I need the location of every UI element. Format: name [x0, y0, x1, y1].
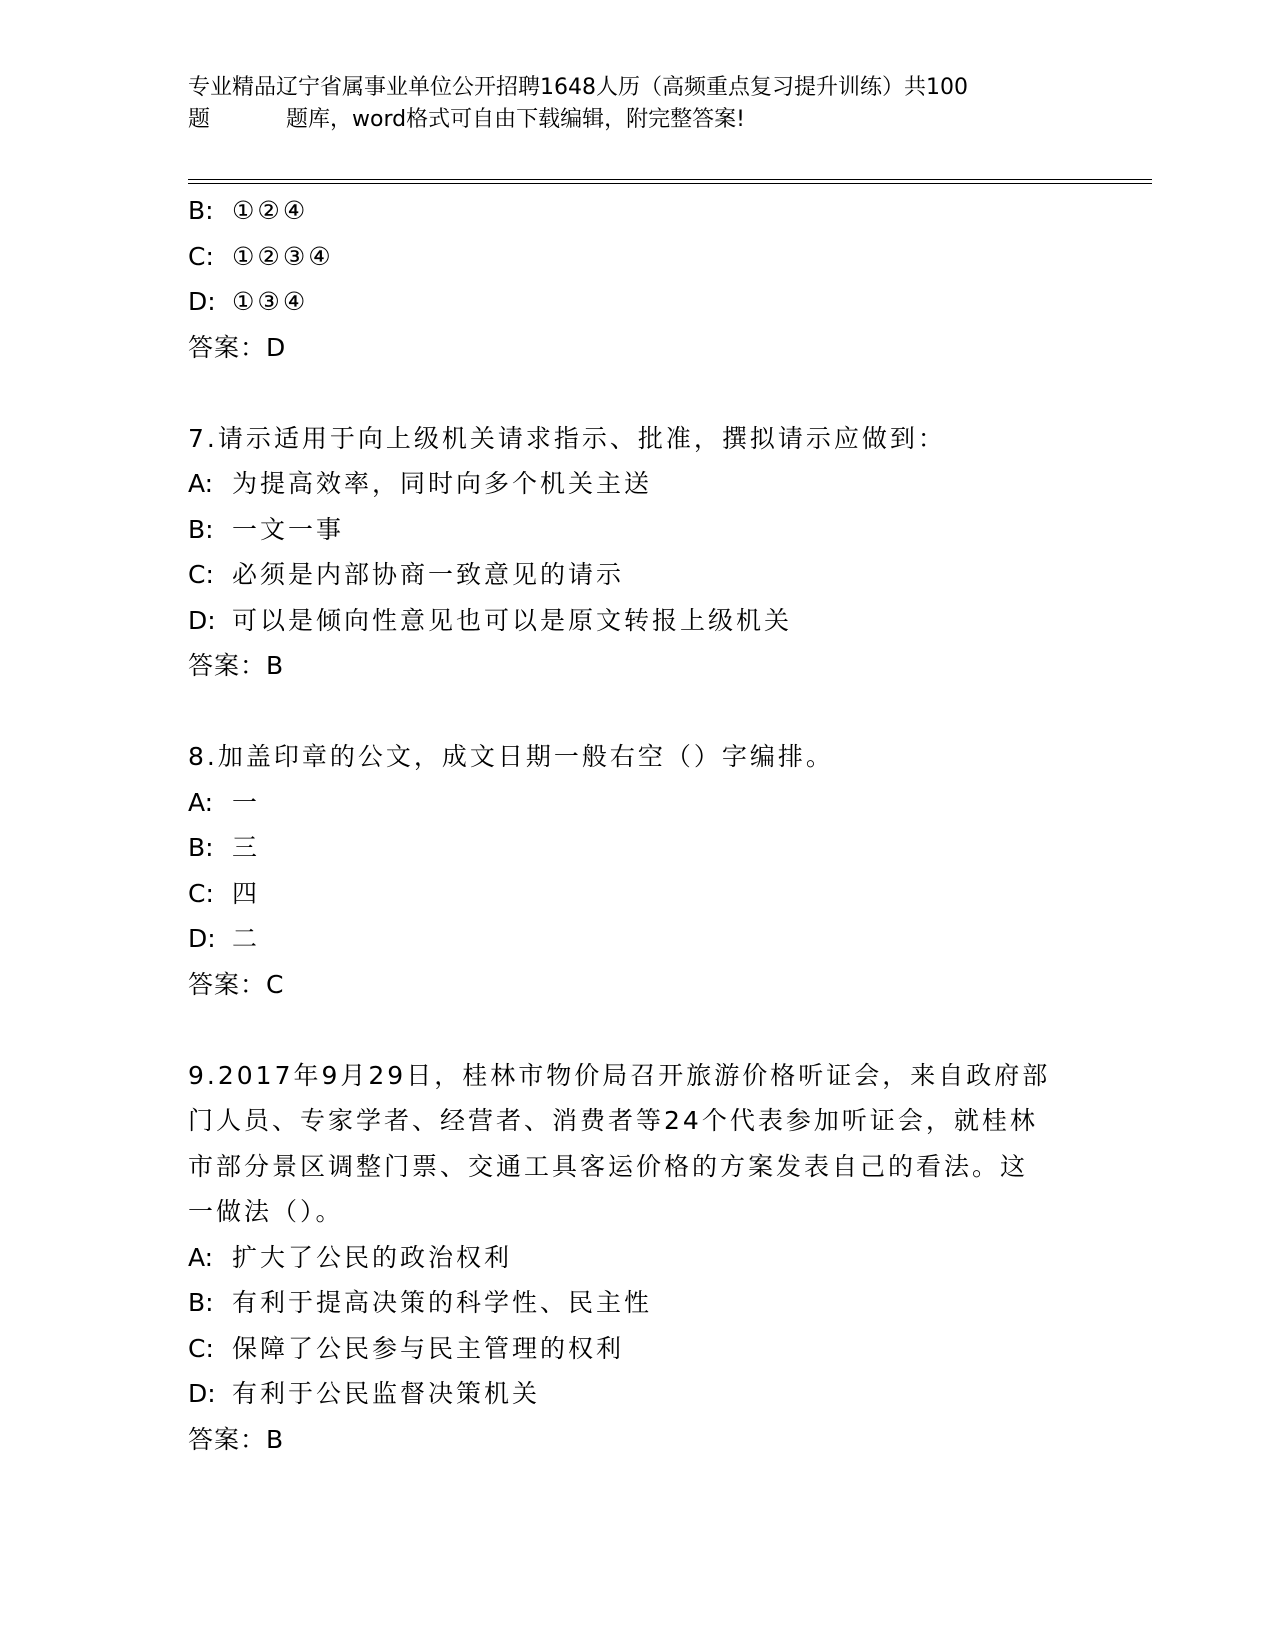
- option-text: 四: [232, 878, 261, 908]
- option-c: [188, 552, 1088, 598]
- question-stem: 7.请示适用于向上级机关请求指示、批准，撰拟请示应做到：: [188, 423, 946, 453]
- question-stem-line: 一做法（）。: [188, 1197, 344, 1226]
- option-text: ①②④: [232, 196, 309, 225]
- option-text: 为提高效率，同时向多个机关主送: [232, 469, 653, 498]
- option-text: 二: [232, 924, 261, 953]
- option-text: 保障了公民参与民主管理的权利: [232, 1333, 625, 1363]
- option-d: [188, 279, 1088, 325]
- option-key: D:: [188, 1379, 216, 1408]
- answer-line: 答案：B: [188, 651, 285, 680]
- option-text: 一: [232, 787, 261, 817]
- option-key: C:: [188, 1333, 214, 1363]
- option-c: [188, 234, 1088, 280]
- header-divider-top: [188, 179, 1152, 180]
- question-9: [188, 1053, 1088, 1463]
- option-text: 扩大了公民的政治权利: [232, 1242, 513, 1272]
- option-key: A:: [188, 469, 214, 498]
- question-8: [188, 734, 1088, 1007]
- option-key: B:: [188, 196, 214, 225]
- spacer: [188, 370, 1088, 416]
- option-key: B:: [188, 833, 214, 862]
- question-6-continued: [188, 188, 1088, 370]
- option-key: A:: [188, 1242, 214, 1272]
- option-b: [188, 825, 1088, 871]
- option-text: 三: [232, 833, 261, 862]
- option-d: [188, 1371, 1088, 1417]
- option-c: [188, 1326, 1088, 1372]
- option-text: 一文一事: [232, 514, 345, 544]
- option-key: B:: [188, 1288, 214, 1317]
- option-key: C:: [188, 878, 214, 908]
- option-text: 必须是内部协商一致意见的请示: [232, 560, 625, 589]
- question-stem-line: 9.2017年9月29日，桂林市物价局召开旅游价格听证会，来自政府部: [188, 1060, 1051, 1090]
- document-header: [188, 72, 1088, 136]
- option-c: [188, 871, 1088, 917]
- option-a: [188, 780, 1088, 826]
- answer-line: 答案：B: [188, 1424, 285, 1454]
- option-key: C:: [188, 241, 214, 271]
- header-title-line: 专业精品辽宁省属事业单位公开招聘1648人历（高频重点复习提升训练）共100: [188, 75, 968, 100]
- header-subtitle-line: [188, 104, 1088, 136]
- header-divider-bottom: [188, 183, 1152, 184]
- option-text: 可以是倾向性意见也可以是原文转报上级机关: [232, 605, 793, 635]
- option-b: [188, 507, 1088, 553]
- option-text: ①②③④: [232, 241, 334, 271]
- option-key: B:: [188, 514, 214, 544]
- option-b: [188, 188, 1088, 234]
- option-d: [188, 598, 1088, 644]
- answer-line: 答案：C: [188, 969, 285, 999]
- spacer: [188, 1007, 1088, 1053]
- option-d: [188, 916, 1088, 962]
- option-key: A:: [188, 787, 214, 817]
- spacer: [188, 689, 1088, 735]
- header-subtitle-rest: 题库，word格式可自由下载编辑，附完整答案!: [286, 107, 745, 132]
- question-stem: 8.加盖印章的公文，成文日期一般右空（）字编排。: [188, 742, 834, 771]
- header-subtitle-lead: 题: [188, 107, 211, 132]
- option-a: [188, 461, 1088, 507]
- option-a: [188, 1235, 1088, 1281]
- option-b: [188, 1280, 1088, 1326]
- option-key: C:: [188, 560, 214, 589]
- question-7: [188, 416, 1088, 689]
- option-text: ①③④: [232, 287, 309, 316]
- question-list: [188, 188, 1088, 1462]
- question-stem-line: 市部分景区调整门票、交通工具客运价格的方案发表自己的看法。这: [188, 1151, 1029, 1181]
- answer-line: 答案：D: [188, 332, 287, 362]
- option-key: D:: [188, 605, 216, 635]
- option-text: 有利于公民监督决策机关: [232, 1379, 541, 1408]
- option-key: D:: [188, 287, 216, 316]
- option-key: D:: [188, 924, 216, 953]
- option-text: 有利于提高决策的科学性、民主性: [232, 1288, 653, 1317]
- question-stem-line: 门人员、专家学者、经营者、消费者等24个代表参加听证会，就桂林: [188, 1106, 1038, 1135]
